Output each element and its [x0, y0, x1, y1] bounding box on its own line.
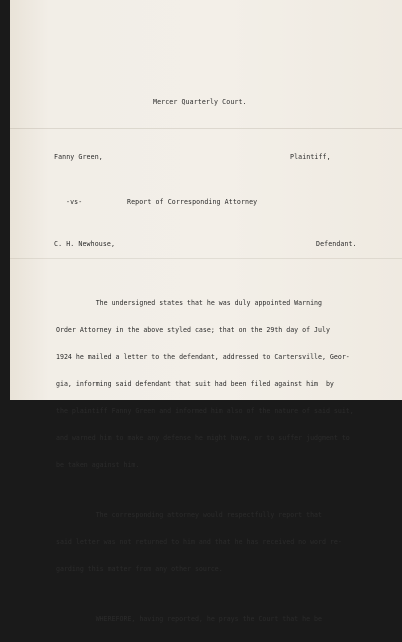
report-body [56, 281, 356, 642]
plaintiff-label: Plaintiff, [290, 153, 331, 161]
paragraph-line: The corresponding attorney would respectfully report that [56, 511, 322, 519]
paragraph-line: gia, informing said defendant that suit had been filed against him by [56, 380, 334, 388]
paragraph-3 [56, 597, 356, 642]
paragraph-line: and warned him to make any defense he might have, or to suffer judgment to [56, 434, 350, 442]
paragraph-line: The undersigned states that he was duly appointed Warning [56, 299, 322, 307]
paragraph-line: the plaintiff Fanny Green and informed him also of the nature of said suit, [56, 407, 354, 415]
defendant-label: Defendant. [316, 240, 357, 248]
paragraph-line: WHEREFORE, having reported, he prays the Court that he be [56, 615, 322, 623]
defendant-name: C. H. Newhouse, [54, 240, 116, 248]
paragraph-2 [56, 493, 356, 592]
paragraph-line: Order Attorney in the above styled case; that on the 29th day of July [56, 326, 330, 334]
report-title: Report of Corresponding Attorney [127, 198, 258, 206]
paragraph-line: 1924 he mailed a letter to the defendant, addressed to Cartersville, Geor- [56, 353, 350, 361]
versus-marker: -vs- [66, 198, 83, 206]
paragraph-line: said letter was not returned to him and that he has received no word re- [56, 538, 342, 546]
paragraph-line: garding this matter from any other source. [56, 565, 223, 573]
paragraph-line: be taken against him. [56, 461, 140, 469]
plaintiff-name: Fanny Green, [54, 153, 103, 161]
court-name: Mercer Quarterly Court. [153, 98, 247, 106]
paragraph-1 [56, 281, 356, 488]
document-page [10, 0, 402, 623]
